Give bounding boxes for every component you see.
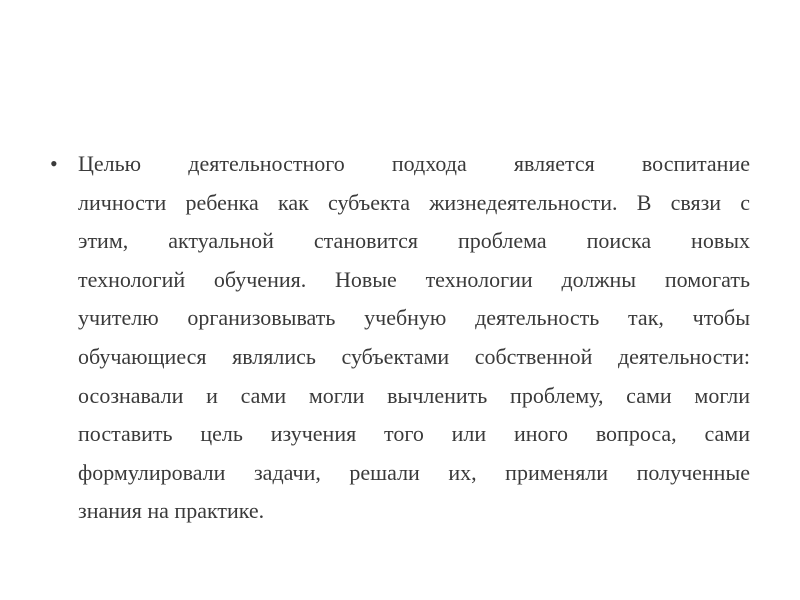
bullet-item (50, 145, 750, 531)
paragraph-line-3: этим, актуальной становится проблема поиска новых (78, 228, 750, 254)
paragraph-line-2: личности ребенка как субъекта жизнедеятельности. В связи с (78, 189, 750, 215)
bullet-icon: • (50, 151, 58, 176)
paragraph-line-1: Целью деятельностного подхода является воспитание (78, 151, 750, 176)
paragraph-line-4: технологий обучения. Новые технологии должны помогать (78, 266, 750, 292)
paragraph-line-8: поставить цель изучения того или иного вопроса, сами (78, 421, 750, 447)
paragraph-line-6: обучающиеся являлись субъектами собственной деятельности: (78, 343, 750, 369)
paragraph-line-7: осознавали и сами могли вычленить проблему, сами могли (78, 382, 750, 408)
paragraph-line-10: знания на практике. (78, 498, 265, 524)
bullet-paragraph (78, 145, 750, 531)
paragraph-line-5: учителю организовывать учебную деятельность так, чтобы (78, 305, 750, 331)
paragraph-line-9: формулировали задачи, решали их, применяли полученные (78, 459, 750, 485)
slide-content (50, 145, 750, 531)
